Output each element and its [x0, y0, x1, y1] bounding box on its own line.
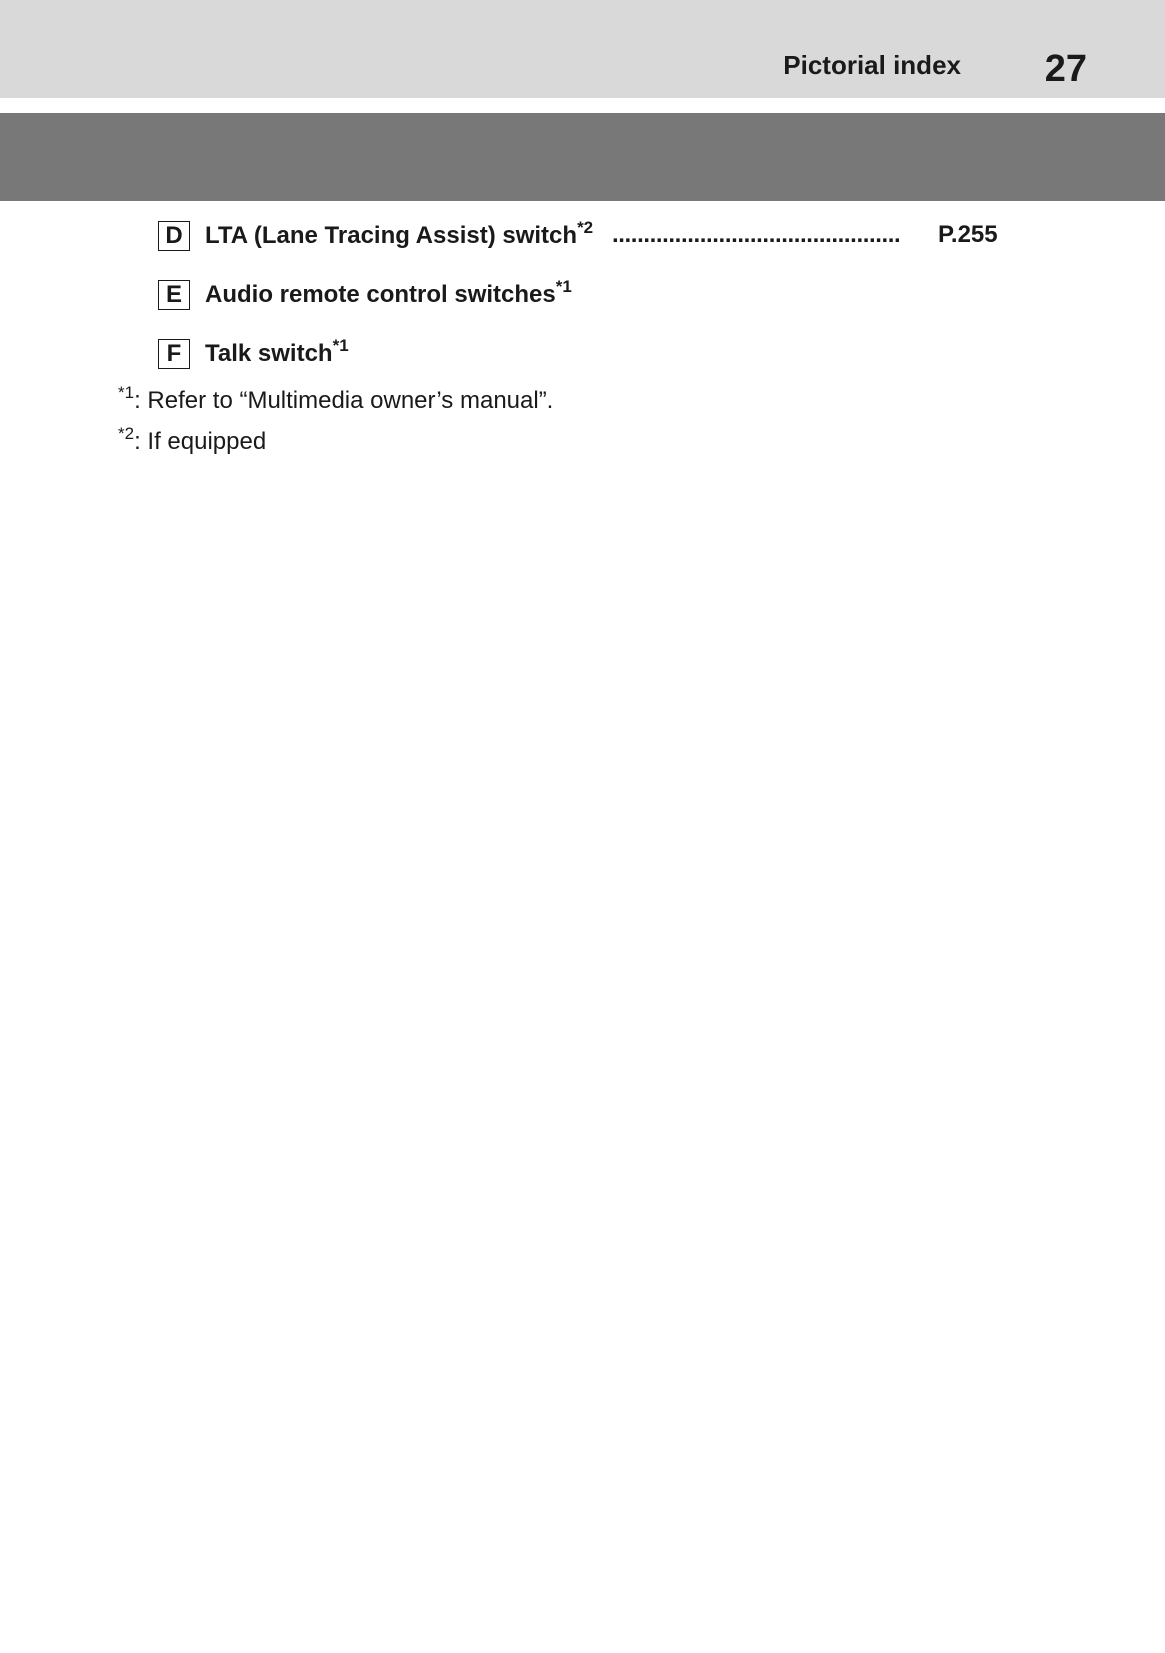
item-letter-box: D [158, 221, 190, 251]
index-item-f [158, 336, 349, 369]
page-number: 27 [1044, 48, 1087, 90]
footnote-text: : Refer to “Multimedia owner’s manual”. [134, 387, 554, 414]
footnote-mark: *1 [332, 336, 349, 355]
item-label: LTA (Lane Tracing Assist) switch$^{*2}$ [205, 218, 594, 249]
item-letter-box: F [158, 339, 190, 369]
footnote-2 [118, 424, 267, 456]
page-reference-link[interactable]: P.255 [938, 221, 998, 248]
item-label: Audio remote control switches$^{*1}$ [205, 277, 572, 308]
footnote-1 [118, 383, 554, 415]
item-label: Talk switch$^{*1}$ [205, 336, 349, 367]
dot-leader: .............................................. [612, 221, 901, 248]
item-letter-box: E [158, 280, 190, 310]
footnote-mark: *1 [555, 277, 572, 296]
section-title: Pictorial index [783, 50, 961, 80]
section-banner [0, 113, 1165, 201]
footnote-mark: *2 [118, 424, 135, 443]
footnote-text: : If equipped [134, 428, 267, 455]
index-item-d [158, 218, 594, 251]
footnote-mark: *1 [118, 383, 135, 402]
footnote-mark: *2 [577, 218, 594, 237]
index-item-e [158, 277, 572, 310]
page-header [0, 0, 1165, 98]
